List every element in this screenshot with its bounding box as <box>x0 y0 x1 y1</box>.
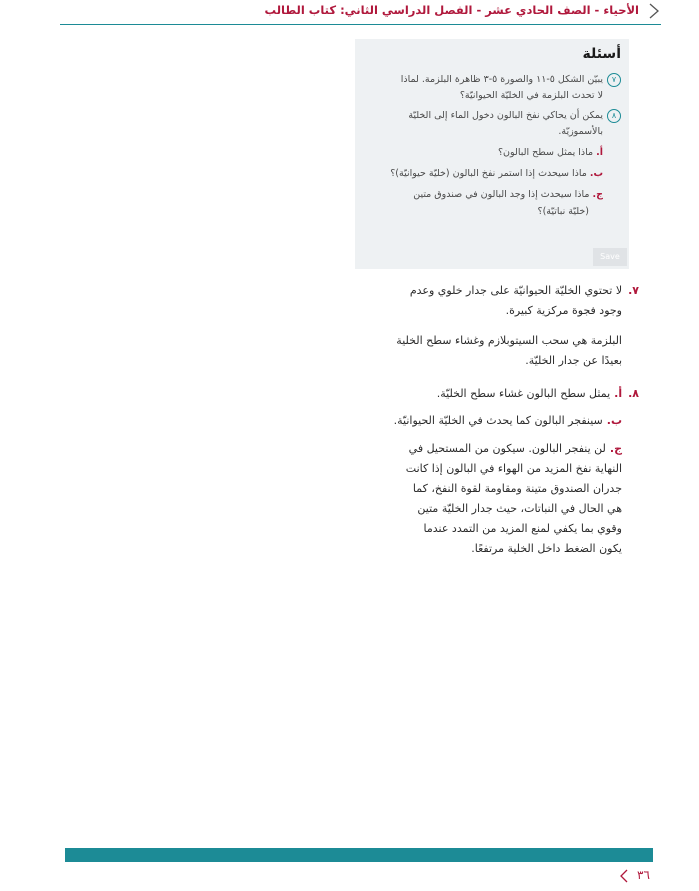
answer-letter: أ. <box>614 387 623 400</box>
page-header <box>60 0 661 26</box>
sub-letter: ب. <box>589 168 603 179</box>
answer-8-sub-c-line-2: النهاية نفخ المزيد من الهواء في البالون إذا كانت <box>405 462 622 475</box>
questions-box <box>355 39 629 269</box>
question-7-line-1 <box>359 72 621 87</box>
question-8-sub-a <box>341 145 603 160</box>
answer-8-sub-a <box>369 385 639 403</box>
answer-8-sub-b <box>352 412 622 430</box>
sub-a-text: ماذا يمثل سطح البالون؟ <box>498 147 594 158</box>
question-8-line-1 <box>359 108 621 123</box>
question-number-badge: ٧ <box>607 73 621 87</box>
question-8-line-2: بالأسموزيّة. <box>558 126 603 137</box>
answer-8-sub-c-line-4: هي الحال في النباتات، حيث جدار الخليّة متين <box>417 502 622 515</box>
chevron-right-icon[interactable] <box>647 2 661 20</box>
header-title: الأحياء - الصف الحادي عشر - الفصل الدراسي الثاني: كتاب الطالب <box>264 3 639 17</box>
sub-c-text-1: ماذا سيحدث إذا وجد البالون في صندوق متين <box>413 189 590 200</box>
answer-8-sub-c-line-1 <box>352 440 622 458</box>
answer-letter: ب. <box>606 414 622 427</box>
question-8-sub-c-line-1 <box>341 187 603 202</box>
answer-8-a-text: يمثل سطح البالون غشاء سطح الخليّة. <box>436 387 611 400</box>
answer-number: ٨. <box>628 387 639 400</box>
answer-7-line-2: وجود فجوة مركزية كبيرة. <box>505 304 622 317</box>
answer-8-b-text: سينفجر البالون كما يحدث في الخليّة الحيوانيّة. <box>393 414 603 427</box>
question-8-sub-c-line-2: (خليّة نباتيّة)؟ <box>537 206 589 217</box>
question-7-text-1: يبيّن الشكل ٥-١١ والصورة ٥-٣ ظاهرة البلزمة. لماذا <box>400 74 603 85</box>
answer-number: ٧. <box>628 284 639 297</box>
question-7-line-2: لا تحدث البلزمة في الخليّة الحيوانيّة؟ <box>459 90 603 101</box>
sub-letter: أ. <box>596 147 603 158</box>
question-number-badge: ٨ <box>607 109 621 123</box>
answer-8-sub-c-line-5: وقوي بما يكفي لمنع المزيد من التمدد عندما <box>423 522 622 535</box>
answer-7-line-3: البلزمة هي سحب السيتوبلازم وغشاء سطح الخلية <box>396 334 622 347</box>
answer-8-sub-c-line-6: يكون الضغط داخل الخلية مرتفعًا. <box>471 542 622 555</box>
question-8-sub-b <box>341 166 603 181</box>
save-button[interactable]: Save <box>593 248 627 266</box>
answer-7-line-1 <box>369 282 639 300</box>
answer-letter: ج. <box>609 442 622 455</box>
answer-7-text-1: لا تحتوي الخليّة الحيوانيّة على جدار خلوي وعدم <box>409 284 623 297</box>
answer-7-line-4: بعيدًا عن جدار الخليّة. <box>525 354 622 367</box>
question-8-text-1: يمكن أن يحاكي نفخ البالون دخول الماء إلى الخليّة <box>408 110 603 121</box>
answer-8-c-text-1: لن ينفجر البالون. سيكون من المستحيل في <box>408 442 606 455</box>
sub-letter: ج. <box>592 189 603 200</box>
header-divider <box>60 24 661 25</box>
chevron-left-icon[interactable] <box>619 868 629 884</box>
questions-title: أسئلة <box>582 46 621 62</box>
footer-bar <box>65 848 653 862</box>
answer-8-sub-c-line-3: جدران الصندوق متينة ومقاومة لقوة النفخ، كما <box>412 482 622 495</box>
page-number: ٣٦ <box>637 868 650 882</box>
sub-b-text: ماذا سيحدث إذا استمر نفخ البالون (خليّة حيوانيّة)؟ <box>390 168 587 179</box>
